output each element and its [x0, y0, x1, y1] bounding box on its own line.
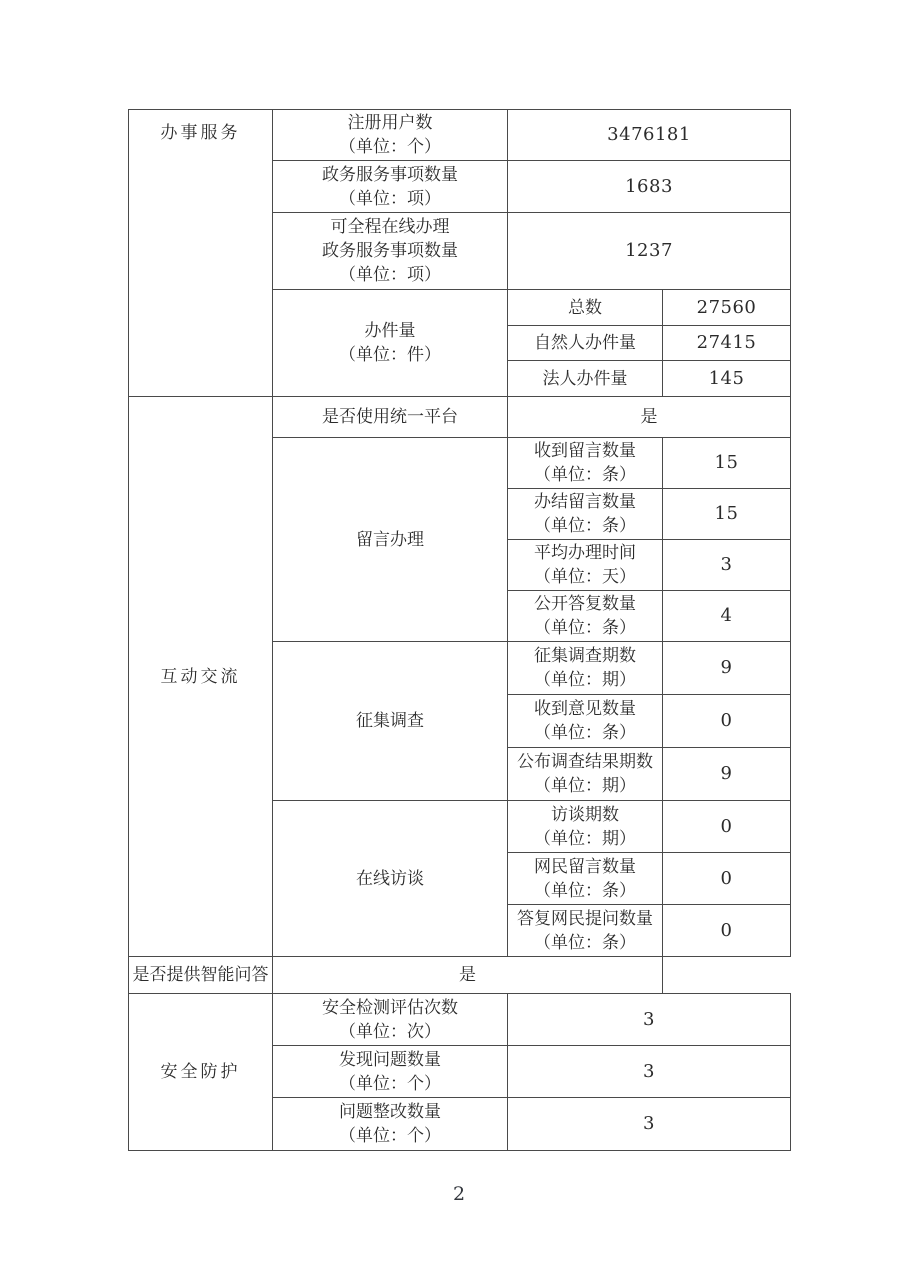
value-cell: 1683	[508, 161, 791, 213]
label-line: 收到意见数量	[534, 699, 636, 718]
value-cell: 0	[663, 695, 791, 748]
row-label-cell: 征集调查	[273, 642, 508, 801]
label-unit: （单位：期）	[534, 670, 636, 689]
label-line: 公开答复数量	[534, 594, 636, 613]
value-cell: 145	[663, 361, 791, 397]
section-group-cell-security: 安全防护	[129, 994, 273, 1151]
label-line: 访谈期数	[551, 804, 619, 824]
value-cell: 3	[508, 1098, 791, 1151]
label-unit: （单位：天）	[534, 567, 636, 586]
label-line: 注册用户数	[347, 113, 433, 132]
sub-label-cell	[508, 438, 663, 489]
value-cell: 9	[663, 748, 791, 801]
label-unit: （单位：项）	[339, 188, 441, 208]
row-label-cell: 在线访谈	[273, 801, 508, 957]
value-cell: 0	[663, 905, 791, 957]
report-table	[128, 109, 791, 1151]
value-cell: 是	[508, 397, 791, 438]
label-unit: （单位：条）	[534, 723, 636, 742]
row-label-cell	[273, 213, 508, 290]
label-line: 问题整改数量	[339, 1102, 441, 1121]
value-cell: 27560	[663, 290, 791, 326]
row-label-cell: 是否提供智能问答	[129, 957, 273, 994]
table-row	[129, 957, 791, 994]
value-cell: 0	[663, 801, 791, 853]
label-line: 可全程在线办理	[330, 217, 450, 236]
row-label-cell: 是否使用统一平台	[273, 397, 508, 438]
label-unit: （单位：条）	[534, 516, 636, 535]
label-line: 收到留言数量	[534, 441, 636, 460]
row-label-cell	[273, 1046, 508, 1098]
label-line: 政务服务事项数量	[322, 164, 458, 184]
sub-label-cell	[508, 489, 663, 540]
row-label-cell	[273, 994, 508, 1046]
section-group-cell-services: 办事服务	[129, 110, 273, 397]
label-unit: （单位：条）	[534, 932, 636, 952]
section-group-cell-interaction: 互动交流	[129, 397, 273, 957]
value-cell: 27415	[663, 326, 791, 361]
value-cell: 3	[663, 540, 791, 591]
page-number: 2	[452, 1183, 466, 1205]
sub-label-cell	[508, 642, 663, 695]
label-unit: （单位：条）	[534, 880, 636, 900]
label-unit: （单位：条）	[534, 465, 636, 484]
label-line: 安全检测评估次数	[322, 997, 458, 1017]
value-cell: 是	[273, 957, 663, 994]
label-unit: （单位：项）	[339, 265, 441, 284]
label-unit: （单位：条）	[534, 618, 636, 637]
label-line: 征集调查期数	[534, 646, 636, 665]
sub-label-cell: 自然人办件量	[508, 326, 663, 361]
sub-label-cell	[508, 540, 663, 591]
label-line: 政务服务事项数量	[322, 241, 458, 260]
value-cell: 0	[663, 853, 791, 905]
value-cell: 1237	[508, 213, 791, 290]
value-cell: 3	[508, 994, 791, 1046]
label-unit: （单位：次）	[339, 1021, 441, 1041]
table-row	[129, 994, 791, 1046]
sub-label-cell: 总数	[508, 290, 663, 326]
value-cell: 15	[663, 438, 791, 489]
row-label-cell: 留言办理	[273, 438, 508, 642]
label-line: 答复网民提问数量	[517, 908, 653, 928]
row-label-cell	[273, 110, 508, 161]
sub-label-cell	[508, 853, 663, 905]
value-cell: 3476181	[508, 110, 791, 161]
value-cell: 4	[663, 591, 791, 642]
label-unit: （单位：期）	[534, 776, 636, 795]
value-cell: 9	[663, 642, 791, 695]
sub-label-cell	[508, 695, 663, 748]
label-unit: （单位：个）	[339, 137, 441, 156]
label-line: 发现问题数量	[339, 1049, 441, 1069]
label-unit: （单位：个）	[339, 1126, 441, 1145]
table-row	[129, 397, 791, 438]
value-cell: 3	[508, 1046, 791, 1098]
label-unit: （单位：件）	[339, 345, 441, 364]
row-label-cell	[273, 161, 508, 213]
row-label-cell	[273, 1098, 508, 1151]
label-line: 网民留言数量	[534, 856, 636, 876]
sub-label-cell	[508, 591, 663, 642]
label-line: 办结留言数量	[534, 492, 636, 511]
label-line: 平均办理时间	[534, 543, 636, 562]
label-unit: （单位：期）	[534, 828, 636, 848]
sub-label-cell	[508, 905, 663, 957]
sub-label-cell	[508, 748, 663, 801]
label-line: 办件量	[364, 321, 416, 340]
label-unit: （单位：个）	[339, 1073, 441, 1093]
sub-label-cell	[508, 801, 663, 853]
row-label-cell	[273, 290, 508, 397]
sub-label-cell: 法人办件量	[508, 361, 663, 397]
value-cell: 15	[663, 489, 791, 540]
table-row	[129, 110, 791, 161]
label-line: 公布调查结果期数	[517, 752, 653, 771]
